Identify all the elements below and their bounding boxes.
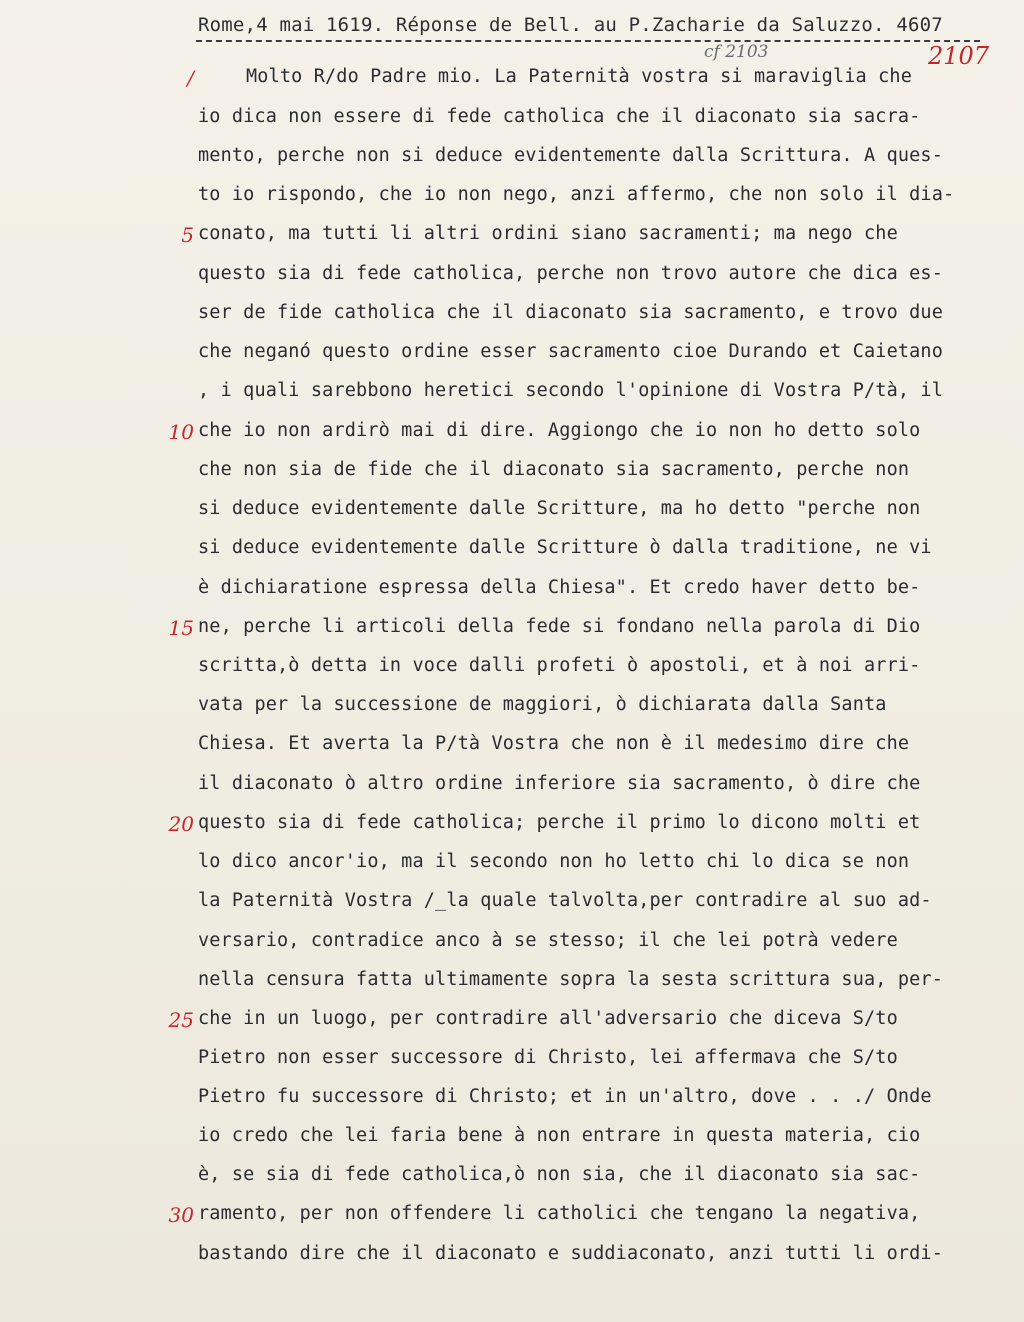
text-line: questo sia di fede catholica, perche non trovo autore che dica es- bbox=[198, 263, 944, 284]
text-line: ne, perche li articoli della fede si fondano nella parola di Dio bbox=[198, 616, 921, 637]
header-dashed-rule bbox=[196, 40, 980, 42]
text-line: è, se sia di fede catholica,ò non sia, che il diaconato sia sac- bbox=[198, 1164, 921, 1185]
text-line: ser de fide catholica che il diaconato sia sacramento, e trovo due bbox=[198, 302, 944, 323]
text-line: nella censura fatta ultimamente sopra la sesta scrittura sua, per- bbox=[198, 969, 944, 990]
margin-number-5: 5 bbox=[181, 223, 194, 247]
margin-number-15: 15 bbox=[168, 616, 194, 640]
text-line: io credo che lei faria bene à non entrare in questa materia, cio bbox=[198, 1125, 921, 1146]
text-line: versario, contradice anco à se stesso; il che lei potrà vedere bbox=[198, 930, 898, 951]
margin-number-20: 20 bbox=[168, 812, 194, 836]
text-line: mento, perche non si deduce evidentemente dalla Scrittura. A ques- bbox=[198, 145, 944, 166]
text-line: è dichiaratione espressa della Chiesa". Et credo haver detto be- bbox=[198, 577, 921, 598]
text-line: conato, ma tutti li altri ordini siano sacramenti; ma nego che bbox=[198, 223, 898, 244]
margin-number-30: 30 bbox=[168, 1203, 194, 1227]
text-line: che io non ardirò mai di dire. Aggiongo che io non ho detto solo bbox=[198, 420, 921, 441]
text-line: Pietro non esser successore di Christo, lei affermava che S/to bbox=[198, 1047, 898, 1068]
text-line: Chiesa. Et averta la P/tà Vostra che non è il medesimo dire che bbox=[198, 733, 910, 754]
text-line: scritta,ò detta in voce dalli profeti ò apostoli, et à noi arri- bbox=[198, 655, 921, 676]
margin-number-1: / bbox=[187, 66, 194, 90]
text-line: che in un luogo, per contradire all'adversario che diceva S/to bbox=[198, 1008, 898, 1029]
text-line: la Paternità Vostra /_la quale talvolta,per contradire al suo ad- bbox=[198, 890, 932, 911]
text-line: che neganó questo ordine esser sacramento cioe Durando et Caietano bbox=[198, 341, 944, 362]
text-line: io dica non essere di fede catholica che il diaconato sia sacra- bbox=[198, 106, 921, 127]
text-line: il diaconato ò altro ordine inferiore sia sacramento, ò dire che bbox=[198, 773, 921, 794]
text-line: bastando dire che il diaconato e suddiaconato, anzi tutti li ordi- bbox=[198, 1243, 944, 1264]
text-line: si deduce evidentemente dalle Scritture, ma ho detto "perche non bbox=[198, 498, 921, 519]
page-header-title: Rome,4 mai 1619. Réponse de Bell. au P.Zacharie da Saluzzo. 4607 bbox=[198, 14, 943, 36]
text-line: Pietro fu successore di Christo; et in un'altro, dove . . ./ Onde bbox=[198, 1086, 932, 1107]
pencil-annotation: cf 2103 bbox=[704, 42, 769, 62]
folio-number: 2107 bbox=[928, 42, 990, 70]
margin-number-10: 10 bbox=[168, 420, 194, 444]
text-line: Molto R/do Padre mio. La Paternità vostra si maraviglia che bbox=[246, 66, 912, 87]
text-line: lo dico ancor'io, ma il secondo non ho letto chi lo dica se non bbox=[198, 851, 910, 872]
text-line: vata per la successione de maggiori, ò dichiarata dalla Santa bbox=[198, 694, 887, 715]
text-line: ramento, per non offendere li catholici che tengano la negativa, bbox=[198, 1203, 921, 1224]
text-line: to io rispondo, che io non nego, anzi affermo, che non solo il dia- bbox=[198, 184, 955, 205]
text-line: che non sia de fide che il diaconato sia sacramento, perche non bbox=[198, 459, 910, 480]
margin-number-25: 25 bbox=[168, 1008, 194, 1032]
text-line: questo sia di fede catholica; perche il primo lo dicono molti et bbox=[198, 812, 921, 833]
text-line: , i quali sarebbono heretici secondo l'opinione di Vostra P/tà, il bbox=[198, 380, 944, 401]
text-line: si deduce evidentemente dalle Scritture ò dalla traditione, ne vi bbox=[198, 537, 932, 558]
